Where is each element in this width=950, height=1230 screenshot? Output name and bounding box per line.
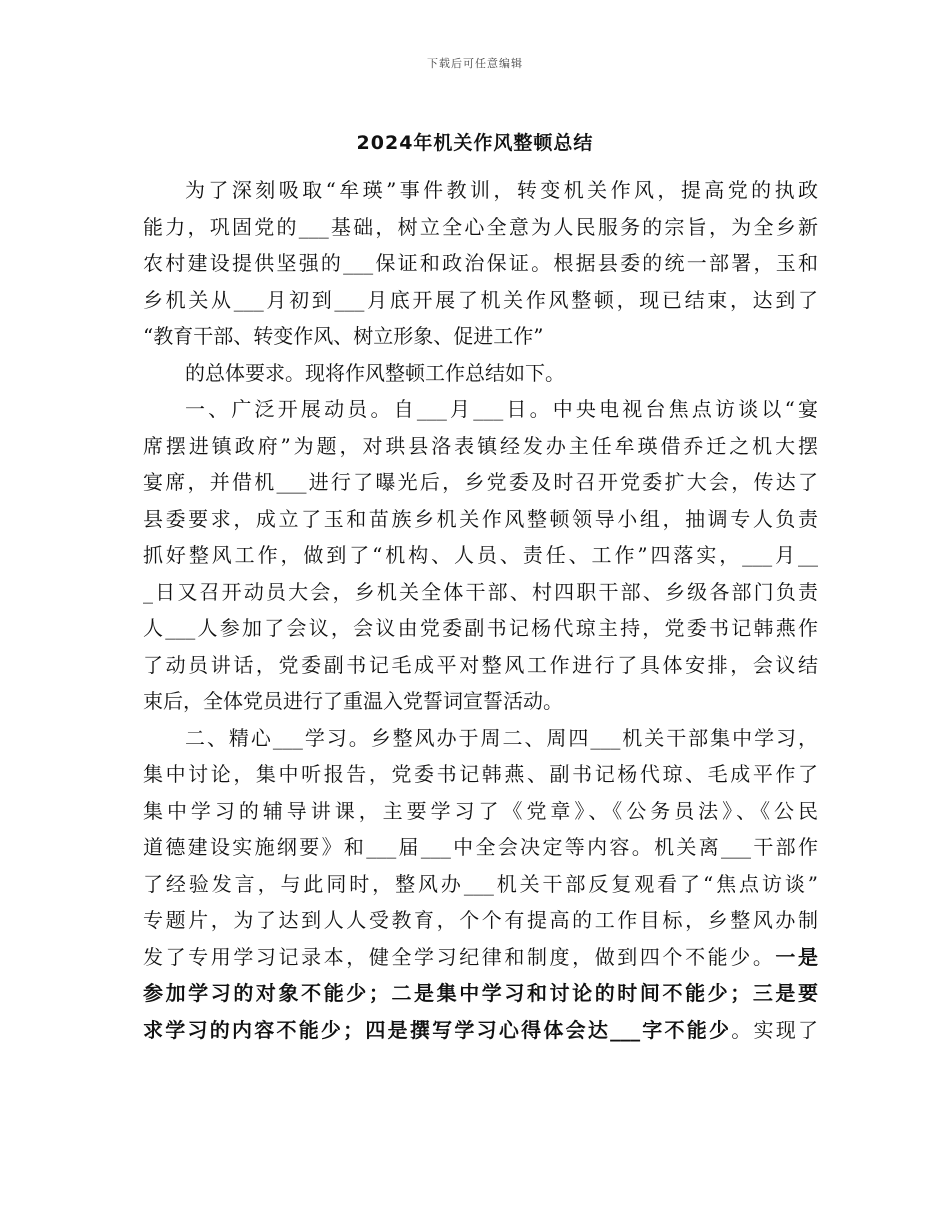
paragraph-line: 人___人参加了会议，会议由党委副书记杨代琼主持，党委书记韩燕作 — [143, 616, 818, 640]
paragraph-line: 一、广泛开展动员。自___月___日。中央电视台焦点访谈以“宴 — [185, 397, 818, 421]
paragraph-line: 农村建设提供坚强的___保证和政治保证。根据县委的统一部署，玉和 — [143, 251, 818, 275]
paragraph-line: 集中学习的辅导讲课，主要学习了《党章》、《公务员法》、《公民 — [143, 798, 818, 823]
paragraph-line: 能力，巩固党的___基础，树立全心全意为人民服务的宗旨，为全乡新 — [143, 214, 818, 239]
bold-text: 求学习的内容不能少；四是撰写学习心得体会达___字不能少 — [143, 1017, 732, 1042]
paragraph-line: 的总体要求。现将作风整顿工作总结如下。 — [185, 360, 565, 385]
document-title: 2024年机关作风整顿总结 — [356, 132, 594, 154]
paragraph-line: 了动员讲话，党委副书记毛成平对整风工作进行了具体安排，会议结 — [143, 652, 818, 677]
paragraph-line: 为了深刻吸取“牟瑛”事件教训，转变机关作风，提高党的执政 — [185, 178, 818, 202]
paragraph-line: 抓好整风工作，做到了“机构、人员、责任、工作”四落实，___月__ — [143, 543, 818, 567]
paragraph-line: 宴席，并借机___进行了曝光后，乡党委及时召开党委扩大会，传达了 — [143, 470, 818, 494]
paragraph-line — [143, 1012, 818, 1049]
paragraph-line: 县委要求，成立了玉和苗族乡机关作风整顿领导小组，抽调专人负责 — [143, 506, 818, 531]
paragraph-line: 席摆进镇政府”为题，对珙县洛表镇经发办主任牟瑛借乔迁之机大摆 — [143, 433, 818, 458]
paragraph-line: 专题片，为了达到人人受教育，个个有提高的工作目标，乡整风办制 — [143, 908, 818, 932]
paragraph-line: 参加学习的对象不能少；二是集中学习和讨论的时间不能少；三是要 — [143, 981, 818, 1005]
line-text: 发了专用学习记录本，健全学习纪律和制度，做到四个不能少。 — [143, 944, 776, 969]
document-body — [143, 172, 818, 1048]
paragraph-line: _日又召开动员大会，乡机关全体干部、村四职干部、乡级各部门负责 — [143, 579, 818, 604]
line-text: 。实现了 — [731, 1017, 818, 1042]
paragraph-line: 集中讨论，集中听报告，党委书记韩燕、副书记杨代琼、毛成平作了 — [143, 762, 818, 786]
paragraph-line: 二、精心___学习。乡整风办于周二、周四___机关干部集中学习， — [185, 725, 818, 750]
paragraph-line: 了经验发言，与此同时，整风办___机关干部反复观看了“焦点访谈” — [143, 871, 818, 896]
paragraph-line: “教育干部、转变作风、树立形象、促进工作” — [143, 324, 544, 348]
paragraph-line: 束后，全体党员进行了重温入党誓词宣誓活动。 — [143, 689, 563, 713]
bold-text: 一是 — [775, 944, 818, 969]
paragraph-line: 道德建设实施纲要》和___届___中全会决定等内容。机关离___干部作 — [143, 835, 818, 859]
paragraph-line — [143, 939, 818, 976]
paragraph-line: 乡机关从___月初到___月底开展了机关作风整顿，现已结束，达到了 — [143, 287, 818, 312]
download-note: 下载后可任意编辑 — [427, 57, 523, 70]
